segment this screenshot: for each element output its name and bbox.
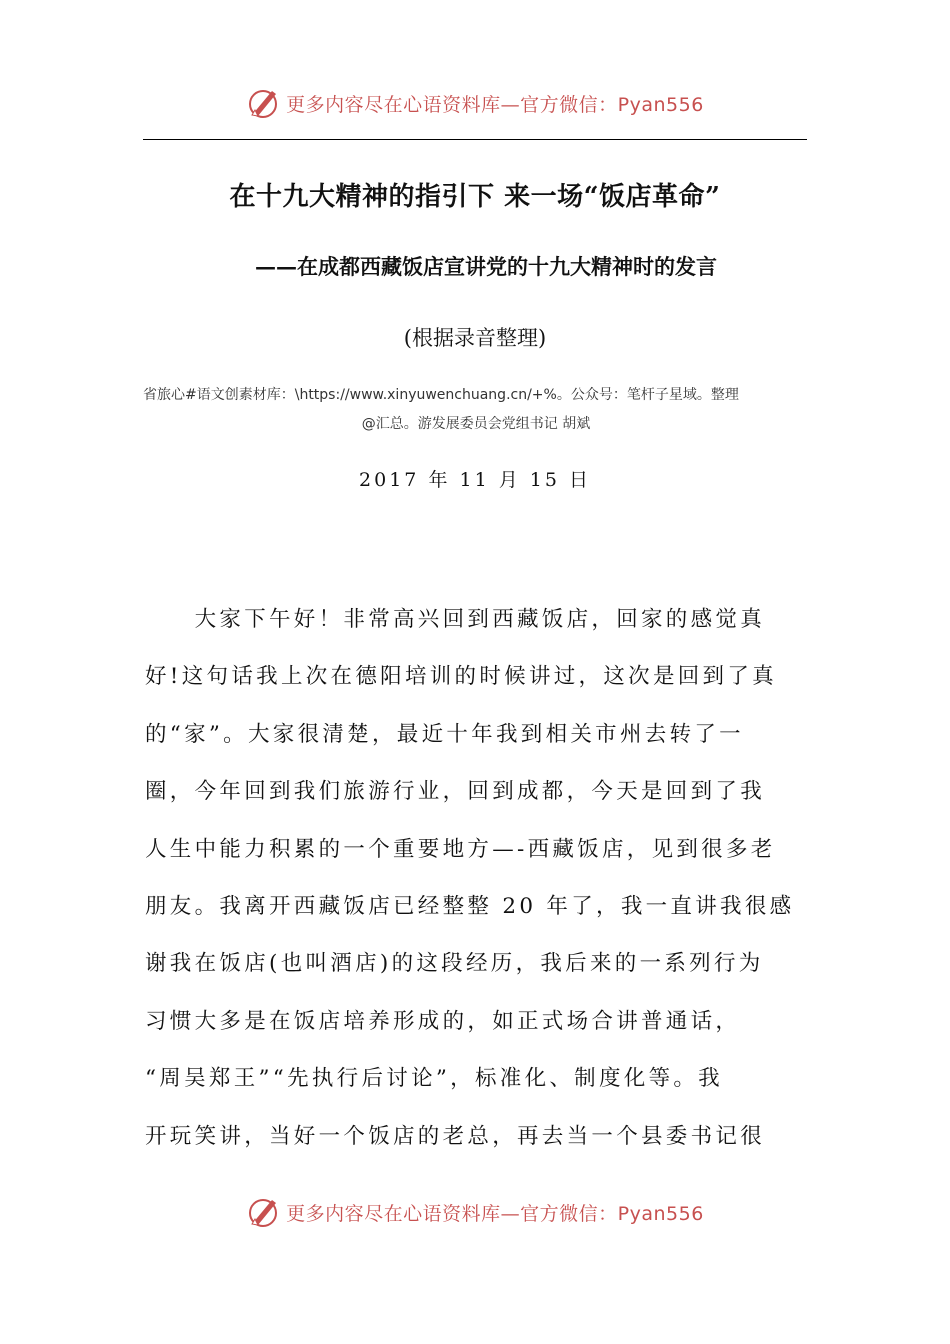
byline <box>143 381 809 439</box>
body-line: 圈，今年回到我们旅游行业，回到成都，今天是回到了我 <box>145 779 766 805</box>
watermark-banner-bottom <box>0 1192 950 1232</box>
body-line: 习惯大多是在饭店培养形成的，如正式场合讲普通话， <box>145 1008 741 1034</box>
body-line: 开玩笑讲，当好一个饭店的老总，再去当一个县委书记很 <box>145 1123 766 1149</box>
body-line: 大家下午好！非常高兴回到西藏饭店，回家的感觉真 <box>145 607 766 632</box>
body-line: 人生中能力积累的一个重要地方—-西藏饭店，见到很多老 <box>145 836 776 862</box>
watermark-banner-top <box>0 83 950 123</box>
watermark-text: 更多内容尽在心语资料库—官方微信：Pyan556 <box>286 1202 704 1225</box>
body-line: 好!这句话我上次在德阳培训的时候讲过，这次是回到了真 <box>145 664 777 690</box>
pen-logo-icon <box>246 1194 282 1230</box>
header-rule <box>143 139 807 140</box>
byline-line-1: 省旅心#语文创素材库：\https://www.xinyuwenchuang.cn/+%。公众号：笔杆子星域。整理 <box>143 387 739 403</box>
document-title: 在十九大精神的指引下 来一场“饭店革命” <box>229 182 721 212</box>
transcription-note: (根据录音整理) <box>403 326 547 350</box>
body-line: “周吴郑王”“先执行后讨论”，标准化、制度化等。我 <box>145 1066 723 1092</box>
watermark-text: 更多内容尽在心语资料库—官方微信：Pyan556 <box>286 93 704 116</box>
body-line: 谢我在饭店(也叫酒店)的这段经历，我后来的一系列行为 <box>145 951 764 977</box>
body-line: 的“家”。大家很清楚，最近十年我到相关市州去转了一 <box>145 721 744 747</box>
speech-body <box>145 600 807 1174</box>
speech-date: 2017 年 11 月 15 日 <box>359 469 591 491</box>
body-line: 朋友。我离开西藏饭店已经整整 20 年了，我一直讲我很感 <box>145 893 795 919</box>
pen-logo-icon <box>246 85 282 121</box>
byline-line-2: @汇总。游发展委员会党组书记 胡斌 <box>361 416 591 432</box>
